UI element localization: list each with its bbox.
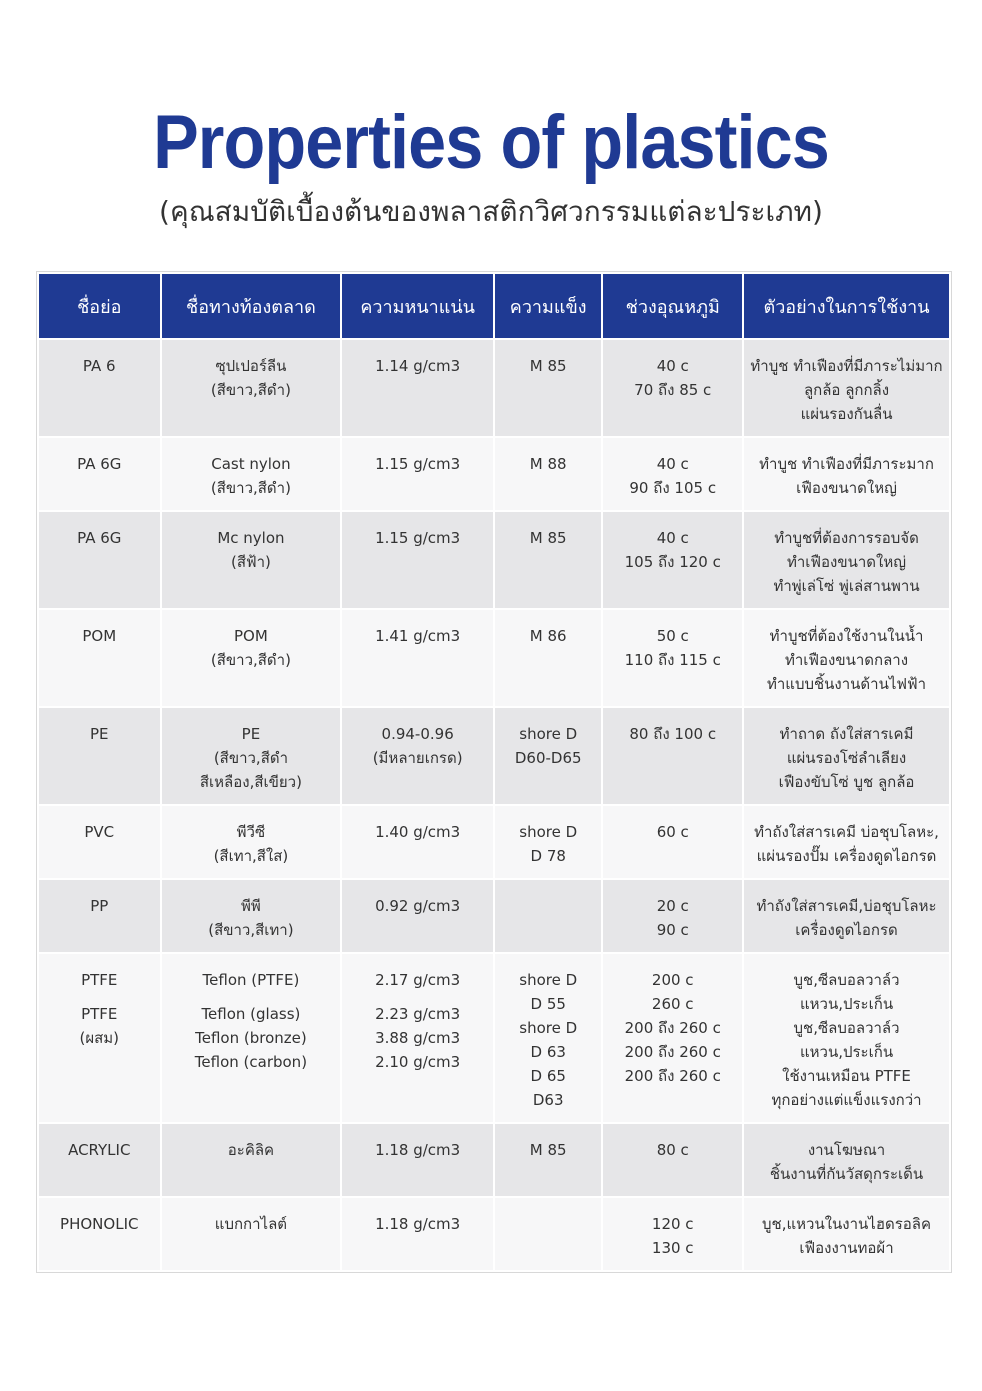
line-gap bbox=[166, 992, 337, 1002]
cell-line: 1.41 g/cm3 bbox=[375, 627, 461, 645]
cell-line: ทำบูชที่ต้องใช้งานในน้ำ bbox=[769, 627, 924, 645]
cell-line: ทำบูชที่ต้องการรอบจัด bbox=[774, 529, 919, 547]
cell-abbr bbox=[39, 954, 160, 1122]
cell-line: 0.94-0.96 bbox=[381, 725, 454, 743]
table-row bbox=[39, 708, 949, 804]
line-gap bbox=[346, 992, 489, 1002]
cell-line: 1.14 g/cm3 bbox=[375, 357, 461, 375]
cell-line: พีวีซี bbox=[236, 823, 266, 841]
cell-line: Mc nylon bbox=[217, 529, 285, 547]
cell-line: (ผสม) bbox=[79, 1029, 120, 1047]
cell-line: แผ่นรองกันลื่น bbox=[800, 405, 893, 423]
cell-line: PA 6G bbox=[77, 529, 122, 547]
cell-line: 120 c bbox=[651, 1215, 694, 1233]
cell-line: 2.17 g/cm3 bbox=[375, 971, 461, 989]
cell-line: แหวน,ประเก็น bbox=[799, 995, 894, 1013]
page-title: Properties of plastics bbox=[153, 100, 829, 185]
cell-line: ใช้งานเหมือน PTFE bbox=[782, 1067, 911, 1085]
cell-market-name bbox=[162, 340, 341, 436]
cell-line: 2.23 g/cm3 bbox=[375, 1005, 461, 1023]
cell-usage bbox=[744, 880, 949, 952]
cell-line: พีพี bbox=[241, 897, 261, 915]
cell-line: ทำเฟืองขนาดใหญ่ bbox=[786, 553, 907, 571]
cell-line: M 85 bbox=[529, 529, 567, 547]
cell-abbr bbox=[39, 806, 160, 878]
line-gap bbox=[43, 992, 156, 1002]
cell-hardness bbox=[495, 1124, 601, 1196]
cell-abbr bbox=[39, 512, 160, 608]
cell-line: (สีเทา,สีใส) bbox=[213, 847, 289, 865]
cell-market-name bbox=[162, 954, 341, 1122]
cell-temperature bbox=[603, 954, 742, 1122]
cell-market-name bbox=[162, 708, 341, 804]
cell-temperature bbox=[603, 340, 742, 436]
cell-line: ทำแบบชิ้นงานด้านไฟฟ้า bbox=[766, 675, 927, 693]
page-subtitle: (คุณสมบัติเบื้องต้นของพลาสติกวิศวกรรมแต่ละประเภท) bbox=[159, 195, 823, 228]
cell-line: shore D bbox=[519, 725, 578, 743]
cell-abbr bbox=[39, 880, 160, 952]
cell-density bbox=[342, 610, 493, 706]
cell-line: POM bbox=[234, 627, 268, 645]
cell-hardness bbox=[495, 1198, 601, 1270]
header-hardness: ความแข็ง bbox=[495, 274, 601, 338]
cell-usage bbox=[744, 610, 949, 706]
cell-line: 130 c bbox=[651, 1239, 694, 1257]
cell-line: (สีฟ้า) bbox=[230, 553, 271, 571]
header-temperature: ช่วงอุณหภูมิ bbox=[603, 274, 742, 338]
cell-line: 40 c bbox=[656, 357, 689, 375]
cell-line: PP bbox=[90, 897, 109, 915]
header-density: ความหนาแน่น bbox=[342, 274, 493, 338]
cell-line: (สีขาว,สีดำ) bbox=[210, 479, 291, 497]
cell-line: บูช,ซีลบอลวาล์ว bbox=[793, 1019, 900, 1037]
cell-line: ชิ้นงานที่กันวัสดุกระเด็น bbox=[769, 1165, 924, 1183]
cell-market-name bbox=[162, 512, 341, 608]
cell-line: 1.18 g/cm3 bbox=[375, 1215, 461, 1233]
cell-line: Cast nylon bbox=[211, 455, 291, 473]
table-row bbox=[39, 512, 949, 608]
cell-line: PE bbox=[241, 725, 261, 743]
cell-line: ซุปเปอร์ลีน bbox=[215, 357, 287, 375]
cell-line: POM bbox=[82, 627, 117, 645]
cell-line: PA 6 bbox=[82, 357, 116, 375]
cell-usage bbox=[744, 806, 949, 878]
cell-line: (มีหลายเกรด) bbox=[372, 749, 463, 767]
cell-line: 40 c bbox=[656, 455, 689, 473]
cell-market-name bbox=[162, 1124, 341, 1196]
cell-market-name bbox=[162, 880, 341, 952]
cell-line: (สีขาว,สีดำ) bbox=[210, 651, 291, 669]
cell-hardness bbox=[495, 954, 601, 1122]
cell-temperature bbox=[603, 880, 742, 952]
cell-line: เฟืองงานทอผ้า bbox=[799, 1239, 894, 1257]
cell-abbr bbox=[39, 438, 160, 510]
header-market-name: ชื่อทางท้องตลาด bbox=[162, 274, 341, 338]
cell-line: บูช,แหวนในงานไฮดรอลิค bbox=[762, 1215, 932, 1233]
cell-line: (สีขาว,สีดำ bbox=[213, 749, 289, 767]
cell-usage bbox=[744, 1198, 949, 1270]
header-usage: ตัวอย่างในการใช้งาน bbox=[744, 274, 949, 338]
cell-line: 105 ถึง 120 c bbox=[624, 553, 721, 571]
cell-line: shore D bbox=[519, 971, 578, 989]
cell-line: 110 ถึง 115 c bbox=[624, 651, 721, 669]
cell-line: ทำถังใส่สารเคมี บ่อชุบโลหะ, bbox=[754, 823, 939, 841]
cell-line: 2.10 g/cm3 bbox=[375, 1053, 461, 1071]
cell-density bbox=[342, 1198, 493, 1270]
cell-hardness bbox=[495, 708, 601, 804]
cell-usage bbox=[744, 954, 949, 1122]
cell-line: D63 bbox=[532, 1091, 564, 1109]
cell-temperature bbox=[603, 610, 742, 706]
properties-table bbox=[37, 272, 951, 1272]
cell-line: แหวน,ประเก็น bbox=[799, 1043, 894, 1061]
cell-line: ทำบูช ทำเฟืองที่มีภาระมาก bbox=[759, 455, 934, 473]
cell-line: แผ่นรองปั๊ม เครื่องดูดไอกรด bbox=[756, 847, 937, 865]
table-row bbox=[39, 880, 949, 952]
cell-line: ทำเฟืองขนาดกลาง bbox=[784, 651, 909, 669]
cell-line: 90 c bbox=[656, 921, 689, 939]
cell-usage bbox=[744, 708, 949, 804]
cell-line: 80 ถึง 100 c bbox=[629, 725, 717, 743]
cell-line: งานโฆษณา bbox=[807, 1141, 886, 1159]
table-row bbox=[39, 610, 949, 706]
cell-line: PTFE bbox=[81, 1005, 118, 1023]
properties-table-container bbox=[36, 271, 952, 1273]
cell-line: 70 ถึง 85 c bbox=[634, 381, 712, 399]
cell-density bbox=[342, 954, 493, 1122]
cell-hardness bbox=[495, 438, 601, 510]
cell-line: บูช,ซีลบอลวาล์ว bbox=[793, 971, 900, 989]
cell-temperature bbox=[603, 512, 742, 608]
cell-density bbox=[342, 512, 493, 608]
table-body bbox=[39, 340, 949, 1270]
cell-density bbox=[342, 806, 493, 878]
cell-line: Teflon (bronze) bbox=[195, 1029, 307, 1047]
cell-line: PA 6G bbox=[77, 455, 122, 473]
cell-usage bbox=[744, 438, 949, 510]
table-row bbox=[39, 438, 949, 510]
cell-line: D 55 bbox=[530, 995, 566, 1013]
cell-line: (สีขาว,สีเทา) bbox=[208, 921, 294, 939]
cell-line: ACRYLIC bbox=[68, 1141, 131, 1159]
cell-line: สีเหลือง,สีเขียว) bbox=[199, 773, 302, 791]
cell-hardness bbox=[495, 512, 601, 608]
cell-market-name bbox=[162, 610, 341, 706]
cell-line: เฟืองขับโซ่ บูช ลูกล้อ bbox=[778, 773, 915, 791]
cell-line: 3.88 g/cm3 bbox=[375, 1029, 461, 1047]
table-row bbox=[39, 954, 949, 1122]
cell-line: Teflon (carbon) bbox=[194, 1053, 308, 1071]
cell-line: 200 c bbox=[651, 971, 694, 989]
cell-usage bbox=[744, 340, 949, 436]
cell-line: แบกกาไลต์ bbox=[214, 1215, 288, 1233]
cell-hardness bbox=[495, 610, 601, 706]
cell-line: 60 c bbox=[656, 823, 689, 841]
cell-line: (สีขาว,สีดำ) bbox=[210, 381, 291, 399]
cell-line: ทำบูช ทำเฟืองที่มีภาระไม่มาก bbox=[750, 357, 943, 375]
cell-abbr bbox=[39, 340, 160, 436]
cell-line: เครื่องดูดไอกรด bbox=[795, 921, 898, 939]
header-abbr: ชื่อย่อ bbox=[39, 274, 160, 338]
cell-line: 20 c bbox=[656, 897, 689, 915]
cell-abbr bbox=[39, 1198, 160, 1270]
cell-line: อะคิลิค bbox=[227, 1141, 275, 1159]
cell-line: 90 ถึง 105 c bbox=[629, 479, 717, 497]
cell-line: 200 ถึง 260 c bbox=[624, 1067, 721, 1085]
cell-line: ทำถังใส่สารเคมี,บ่อชุบโลหะ bbox=[756, 897, 937, 915]
table-header-row bbox=[39, 274, 949, 338]
cell-density bbox=[342, 708, 493, 804]
table-row bbox=[39, 340, 949, 436]
cell-hardness bbox=[495, 880, 601, 952]
cell-temperature bbox=[603, 438, 742, 510]
cell-line: D 65 bbox=[530, 1067, 566, 1085]
cell-abbr bbox=[39, 708, 160, 804]
cell-market-name bbox=[162, 806, 341, 878]
cell-line: 0.92 g/cm3 bbox=[375, 897, 461, 915]
cell-line: PHONOLIC bbox=[60, 1215, 139, 1233]
cell-line: Teflon (PTFE) bbox=[202, 971, 300, 989]
cell-line: D 78 bbox=[530, 847, 566, 865]
cell-line: D60-D65 bbox=[514, 749, 582, 767]
cell-abbr bbox=[39, 1124, 160, 1196]
cell-line: 260 c bbox=[651, 995, 694, 1013]
cell-line: 1.15 g/cm3 bbox=[375, 529, 461, 547]
cell-temperature bbox=[603, 1198, 742, 1270]
cell-line: D 63 bbox=[530, 1043, 566, 1061]
cell-market-name bbox=[162, 438, 341, 510]
cell-line: 80 c bbox=[656, 1141, 689, 1159]
cell-line: Teflon (glass) bbox=[201, 1005, 301, 1023]
cell-market-name bbox=[162, 1198, 341, 1270]
cell-abbr bbox=[39, 610, 160, 706]
cell-line: เฟืองขนาดใหญ่ bbox=[796, 479, 897, 497]
cell-line: M 85 bbox=[529, 357, 567, 375]
cell-line: M 85 bbox=[529, 1141, 567, 1159]
cell-line: 40 c bbox=[656, 529, 689, 547]
cell-line: ลูกล้อ ลูกกลิ้ง bbox=[803, 381, 890, 399]
table-row bbox=[39, 806, 949, 878]
cell-density bbox=[342, 340, 493, 436]
cell-line: shore D bbox=[519, 823, 578, 841]
cell-temperature bbox=[603, 708, 742, 804]
cell-line: 1.18 g/cm3 bbox=[375, 1141, 461, 1159]
cell-line: PTFE bbox=[81, 971, 118, 989]
cell-line: M 86 bbox=[529, 627, 567, 645]
cell-line: ทุกอย่างแต่แข็งแรงกว่า bbox=[771, 1091, 922, 1109]
cell-line: ทำพู่เล่โซ่ พู่เล่สานพาน bbox=[773, 577, 920, 595]
cell-temperature bbox=[603, 806, 742, 878]
cell-density bbox=[342, 438, 493, 510]
cell-line: PVC bbox=[84, 823, 115, 841]
cell-density bbox=[342, 880, 493, 952]
cell-line: ทำถาด ถังใส่สารเคมี bbox=[779, 725, 914, 743]
table-row bbox=[39, 1124, 949, 1196]
cell-line: 200 ถึง 260 c bbox=[624, 1019, 721, 1037]
cell-line: 1.15 g/cm3 bbox=[375, 455, 461, 473]
cell-line: M 88 bbox=[529, 455, 567, 473]
cell-line: 50 c bbox=[656, 627, 689, 645]
cell-hardness bbox=[495, 806, 601, 878]
cell-line: แผ่นรองโซ่ลำเลียง bbox=[786, 749, 907, 767]
cell-temperature bbox=[603, 1124, 742, 1196]
cell-line: shore D bbox=[519, 1019, 578, 1037]
cell-usage bbox=[744, 1124, 949, 1196]
cell-hardness bbox=[495, 340, 601, 436]
cell-line: 200 ถึง 260 c bbox=[624, 1043, 721, 1061]
cell-usage bbox=[744, 512, 949, 608]
cell-density bbox=[342, 1124, 493, 1196]
table-row bbox=[39, 1198, 949, 1270]
cell-line: 1.40 g/cm3 bbox=[375, 823, 461, 841]
cell-line: PE bbox=[90, 725, 109, 743]
